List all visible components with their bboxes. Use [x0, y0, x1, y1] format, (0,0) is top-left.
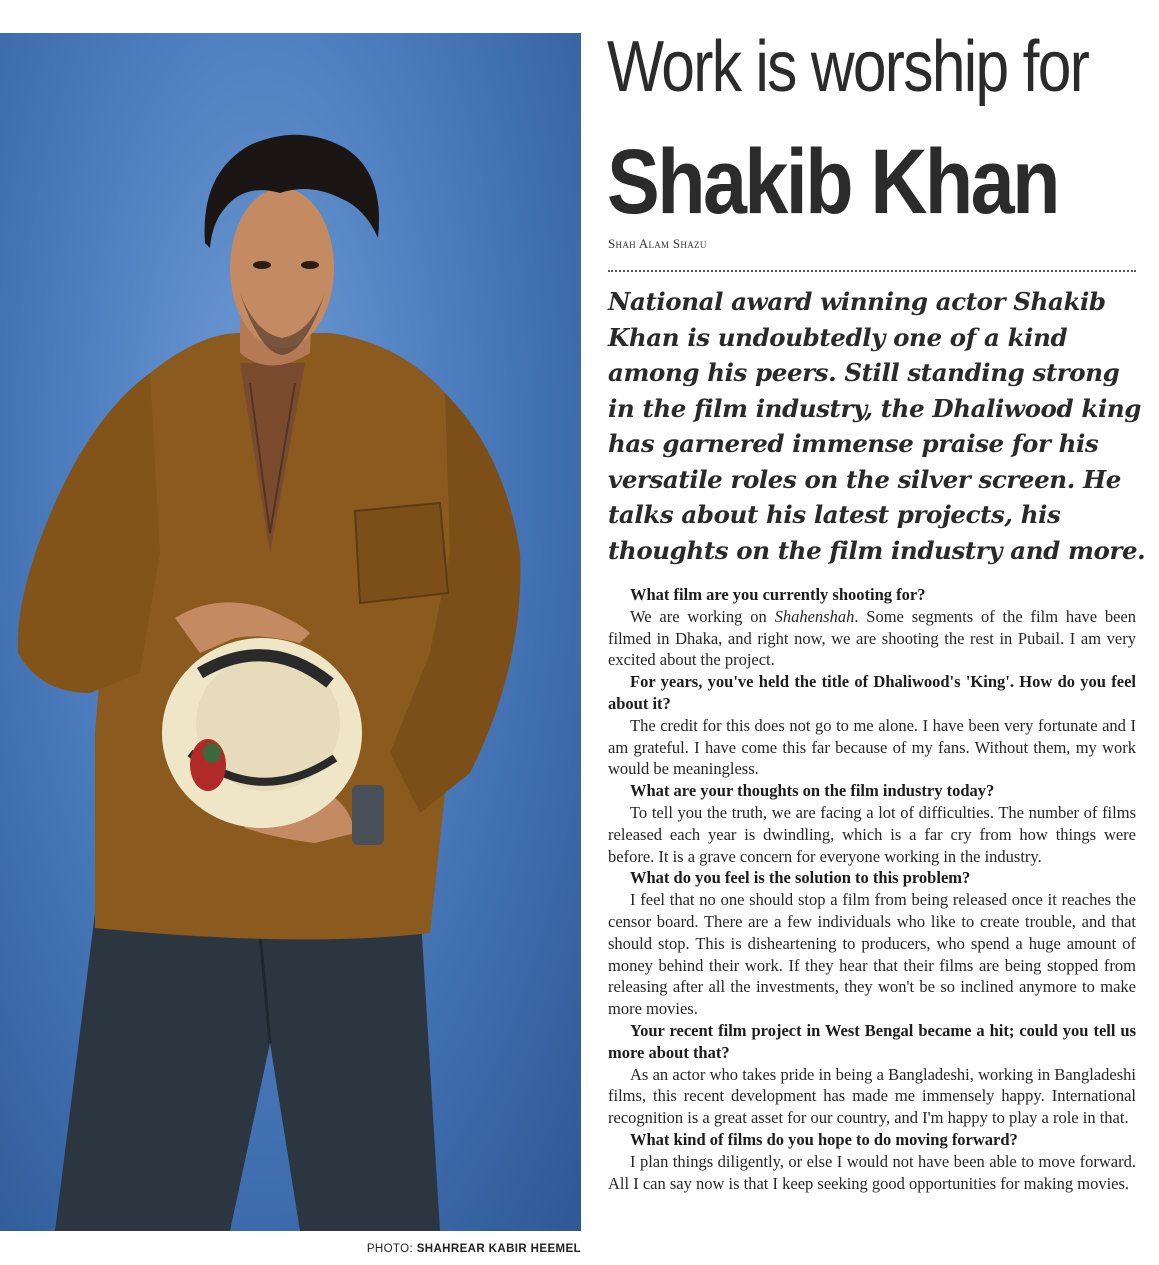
- headline-line-1: Work is worship for: [607, 27, 1089, 107]
- answer-3: To tell you the truth, we are facing a lot of difficulties. The number of films released each year is dwindling, which is a far cry from how things were before. It is a grave concern for everyone working in the industry.: [608, 802, 1136, 866]
- photo-credit: [0, 1243, 581, 1255]
- answer-1: [608, 606, 1136, 671]
- dotted-divider: [608, 270, 1136, 272]
- portrait-illustration: [0, 33, 581, 1231]
- question-5: Your recent film project in West Bengal became a hit; could you tell us more about that?: [608, 1020, 1136, 1062]
- question-2: For years, you've held the title of Dhaliwood's 'King'. How do you feel about it?: [608, 672, 1136, 713]
- wristwatch: [352, 785, 384, 845]
- trousers: [55, 903, 440, 1231]
- headline-line-2: Shakib Khan: [607, 131, 1058, 233]
- answer-2: The credit for this does not go to me alone. I have been very fortunate and I am grateful. I have come this far because of my fans. Without them, my work would be meaningless.: [608, 715, 1136, 779]
- byline: Shah Alam Shazu: [608, 236, 707, 251]
- answer-4: I feel that no one should stop a film from being released once it reaches the censor board. There are a few individuals who like to create trouble, and that should stop. This is disheartening to producers, who spend a huge amount of money behind their work. If they hear that their films are being stopped from releasing after all the investments, they won't be so inclined anymore to make more movies.: [608, 890, 1136, 1019]
- hat-illustration: [162, 638, 362, 828]
- photo-credit-label: PHOTO:: [366, 1243, 414, 1255]
- photographer-name: SHAHREAR KABIR HEEMEL: [416, 1243, 581, 1255]
- answer-6: I plan things diligently, or else I would not have been able to move forward. All I can say now is that I keep seeking good opportunities for making movies.: [608, 1151, 1136, 1193]
- question-3: What are your thoughts on the film industry today?: [630, 781, 995, 801]
- answer-5: As an actor who takes pride in being a Bangladeshi, working in Bangladeshi films, this recent development has made me immensely happy. International recognition is a great asset for our country, and I'm happy to play a role in that.: [608, 1064, 1136, 1128]
- interview-body: [608, 584, 1136, 1194]
- portrait-photo: [0, 33, 581, 1231]
- answer-1-after: . Some segments of the film have been filmed in Dhaka, and right now, we are shooting the rest in Pubail. I am very excited about the project.: [608, 606, 1137, 670]
- film-title: Shahenshah: [774, 606, 855, 626]
- left-sleeve: [18, 373, 160, 693]
- answer-1-before: We are working on: [630, 606, 775, 626]
- question-6: What kind of films do you hope to do moving forward?: [630, 1129, 1018, 1149]
- question-1: What film are you currently shooting for?: [630, 585, 926, 604]
- face: [230, 188, 334, 348]
- intro-paragraph: National award winning actor Shakib Khan is undoubtedly one of a kind among his peers. Still standing strong in the film industry, the Dhaliwood king has garnered immense praise for his versatile roles on the silver screen. He talks about his latest projects, his thoughts on the film industry and more.: [608, 287, 1146, 565]
- question-4: What do you feel is the solution to this problem?: [630, 868, 971, 888]
